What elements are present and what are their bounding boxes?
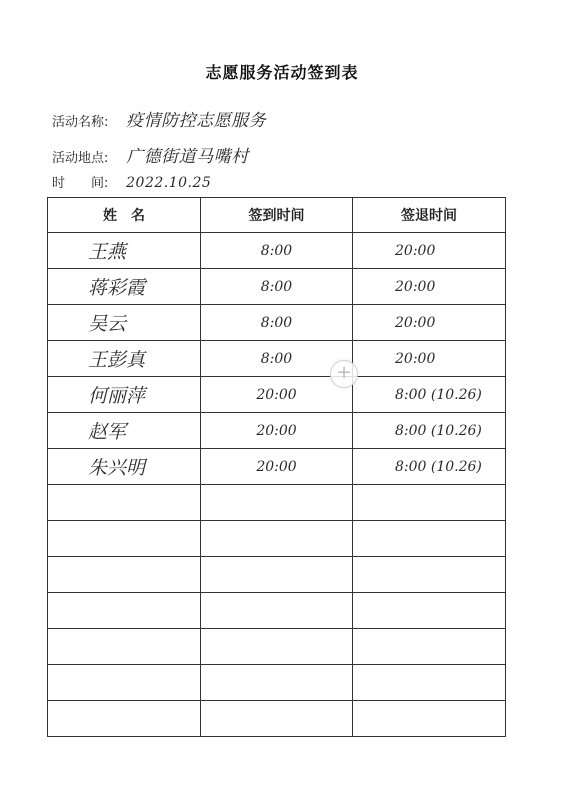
activity-name-value: 疫情防控志愿服务 [126, 111, 267, 131]
row-sign-in: 20:00 [201, 377, 353, 413]
activity-name-label: 活动名称: [52, 115, 109, 130]
table-row [48, 305, 506, 341]
row-sign-out: 8:00 (10.26) [353, 449, 506, 485]
row-name [48, 629, 201, 665]
activity-time-label: 时 间: [52, 176, 109, 191]
table-row [48, 413, 506, 449]
table-row [48, 521, 506, 557]
table-row [48, 341, 506, 377]
activity-place-row [52, 142, 249, 167]
table-row [48, 485, 506, 521]
table-row [48, 449, 506, 485]
row-sign-in [201, 665, 353, 701]
row-sign-in: 8:00 [201, 233, 353, 269]
row-sign-in [201, 593, 353, 629]
row-sign-out [353, 521, 506, 557]
row-name [48, 701, 201, 737]
zoom-in-icon[interactable]: + [330, 360, 358, 388]
table-row [48, 269, 506, 305]
row-name: 赵军 [48, 413, 201, 449]
row-name: 王彭真 [48, 341, 201, 377]
activity-place-value: 广德街道马嘴村 [126, 147, 249, 167]
header-sign-in: 签到时间 [201, 198, 353, 233]
row-name [48, 557, 201, 593]
table-row [48, 557, 506, 593]
row-sign-out [353, 557, 506, 593]
table-row [48, 593, 506, 629]
activity-name-row [52, 106, 266, 131]
row-sign-in: 8:00 [201, 305, 353, 341]
row-sign-out [353, 665, 506, 701]
row-name: 王燕 [48, 233, 201, 269]
table-row [48, 701, 506, 737]
header-sign-out: 签退时间 [353, 198, 506, 233]
row-sign-in [201, 557, 353, 593]
table-row [48, 377, 506, 413]
row-sign-out [353, 593, 506, 629]
row-sign-out [353, 629, 506, 665]
row-sign-in [201, 701, 353, 737]
row-sign-in [201, 485, 353, 521]
table-row [48, 233, 506, 269]
row-sign-in: 8:00 [201, 269, 353, 305]
row-sign-out [353, 701, 506, 737]
row-name [48, 593, 201, 629]
row-sign-in [201, 629, 353, 665]
row-sign-in: 8:00 [201, 341, 353, 377]
row-name: 蒋彩霞 [48, 269, 201, 305]
signin-table [47, 197, 506, 737]
row-sign-in: 20:00 [201, 413, 353, 449]
row-sign-out: 20:00 [353, 305, 506, 341]
table-row [48, 665, 506, 701]
document-title: 志愿服务活动签到表 [205, 63, 359, 82]
header-name: 姓 名 [48, 198, 201, 233]
row-sign-in [201, 521, 353, 557]
row-sign-out: 8:00 (10.26) [353, 413, 506, 449]
table-row [48, 629, 506, 665]
row-sign-out: 20:00 [353, 269, 506, 305]
row-name [48, 521, 201, 557]
row-sign-in: 20:00 [201, 449, 353, 485]
activity-time-row [52, 172, 211, 191]
row-sign-out: 20:00 [353, 341, 506, 377]
activity-time-value: 2022.10.25 [126, 175, 212, 191]
row-name: 朱兴明 [48, 449, 201, 485]
table-header-row [48, 198, 506, 233]
row-name [48, 665, 201, 701]
row-name: 吴云 [48, 305, 201, 341]
activity-place-label: 活动地点: [52, 151, 109, 166]
row-sign-out: 20:00 [353, 233, 506, 269]
row-name: 何丽萍 [48, 377, 201, 413]
row-sign-out: 8:00 (10.26) [353, 377, 506, 413]
row-name [48, 485, 201, 521]
row-sign-out [353, 485, 506, 521]
